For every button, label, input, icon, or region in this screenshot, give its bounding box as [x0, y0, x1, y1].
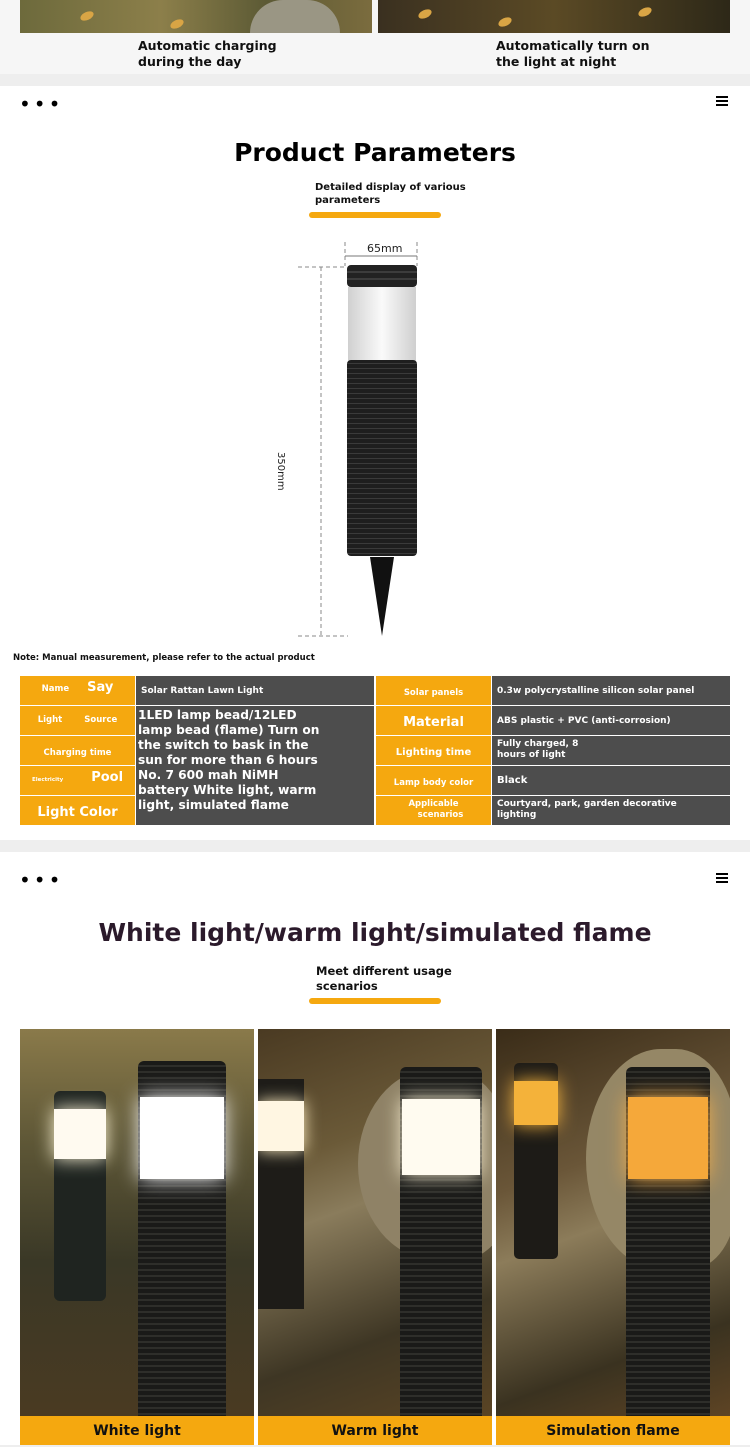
modes-subtitle: Meet different usage scenarios	[316, 964, 452, 993]
measurement-note: Note: Manual measurement, please refer to the actual product	[13, 653, 315, 663]
scenarios-value: Courtyard, park, garden decorative lighting	[492, 796, 730, 825]
day-caption: Automatic charging during the day	[138, 38, 277, 69]
lamp-dimension-drawing	[290, 236, 440, 646]
menu-icon[interactable]	[716, 873, 728, 885]
simulation-flame-label: Simulation flame	[496, 1416, 730, 1445]
night-caption: Automatically turn on the light at night	[496, 38, 650, 69]
white-light-label: White light	[20, 1416, 254, 1445]
more-dots-icon[interactable]: •••	[19, 92, 64, 116]
page-title: Product Parameters	[234, 138, 516, 167]
flame-light-photo	[496, 1029, 730, 1416]
solar-panel-label: Solar panels	[376, 676, 491, 705]
lighting-time-value: Fully charged, 8 hours of light	[492, 736, 730, 765]
night-light-photo	[378, 0, 730, 33]
product-parameters-section	[0, 86, 750, 840]
combined-spec-value: 1LED lamp bead/12LED lamp bead (flame) Turn on the switch to bask in the sun for more than 6 hours No. 7 600 mah NiMH battery White light, warm light, simulated flame	[136, 706, 374, 825]
body-color-value: Black	[492, 766, 730, 795]
lighting-time-label: Lighting time	[376, 736, 491, 765]
white-light-photo	[20, 1029, 254, 1416]
charging-time-label: Charging time	[20, 736, 135, 765]
solar-panel-value: 0.3w polycrystalline silicon solar panel	[492, 676, 730, 705]
warm-light-label: Warm light	[258, 1416, 492, 1445]
menu-icon[interactable]	[716, 96, 728, 108]
modes-title: White light/warm light/simulated flame	[98, 918, 652, 947]
accent-bar	[309, 998, 441, 1004]
name-label: Name Say	[20, 676, 135, 705]
warm-light-photo	[258, 1029, 492, 1416]
height-label: 350mm	[275, 452, 286, 491]
section-subtitle: Detailed display of various parameters	[315, 182, 466, 206]
day-charging-photo	[20, 0, 372, 33]
more-dots-icon[interactable]: •••	[19, 868, 64, 892]
scenarios-label: Applicable scenarios	[376, 796, 491, 825]
light-color-label: Light Color	[20, 796, 135, 825]
battery-label: Electricity Pool	[20, 766, 135, 795]
light-source-label: Light Source	[20, 706, 135, 735]
feature-strip	[0, 0, 750, 74]
material-label: Material	[376, 706, 491, 735]
width-label: 65mm	[367, 242, 403, 255]
material-value: ABS plastic + PVC (anti-corrosion)	[492, 706, 730, 735]
name-value: Solar Rattan Lawn Light	[136, 676, 374, 705]
accent-bar	[309, 212, 441, 218]
body-color-label: Lamp body color	[376, 766, 491, 795]
